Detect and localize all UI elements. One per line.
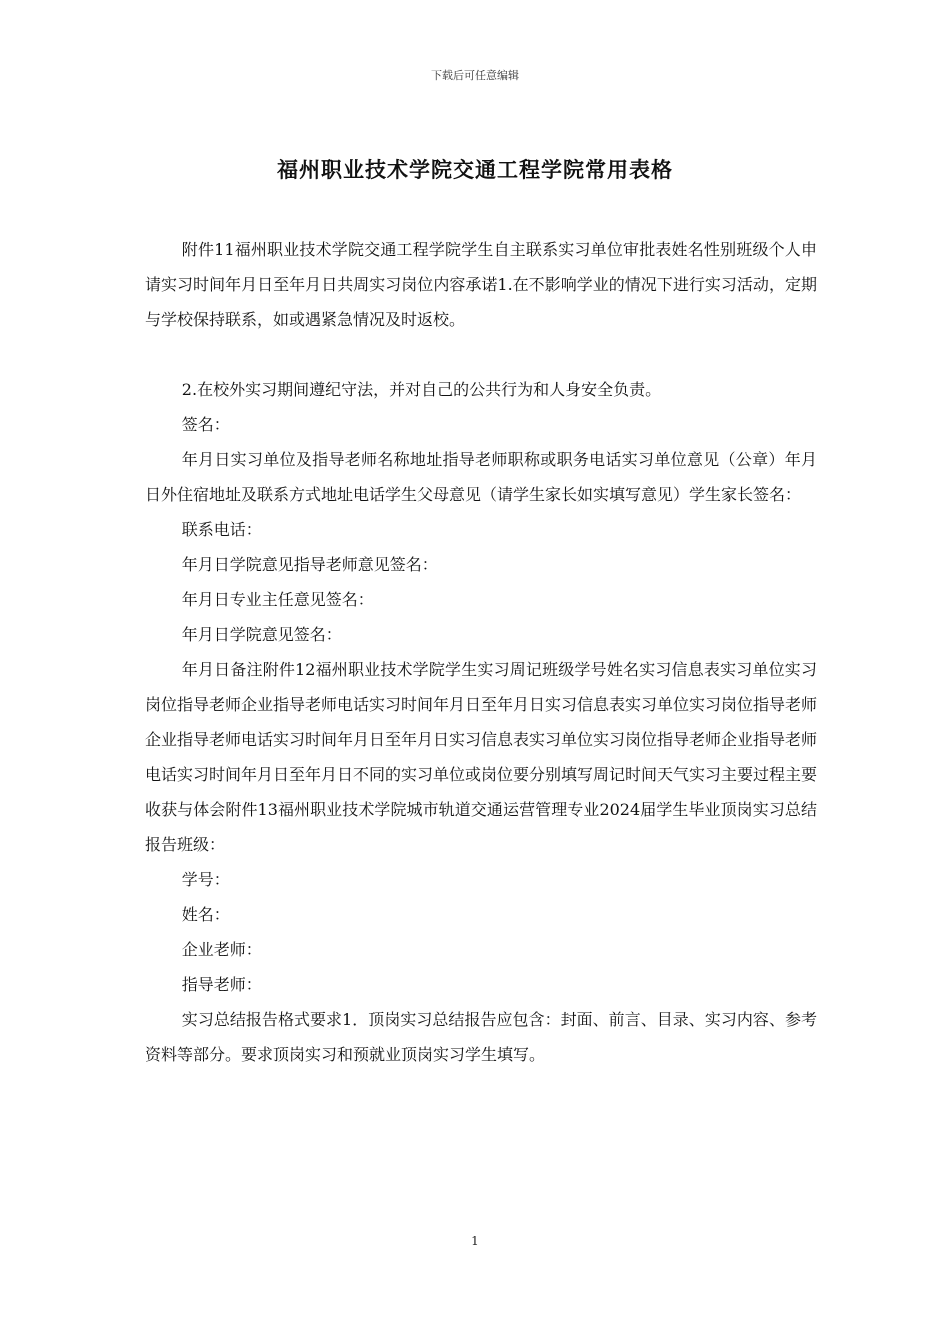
page-number: 1	[471, 1234, 479, 1248]
paragraph-college-signature: 年月日学院意见签名：	[181, 625, 342, 644]
paragraph-report-format: 实习总结报告格式要求1．顶岗实习总结报告应包含：封面、前言、目录、实习内容、参考资料等部分。要求顶岗实习和预就业顶岗实习学生填写。	[145, 1010, 817, 1064]
paragraph-contact-phone: 联系电话：	[181, 520, 262, 539]
paragraph-commitment-2: 2.在校外实习期间遵纪守法，并对自己的公共行为和人身安全负责。	[181, 380, 662, 399]
paragraph-student-id: 学号：	[181, 870, 230, 889]
paragraph-major-director-opinion: 年月日专业主任意见签名：	[181, 590, 374, 609]
header-note: 下载后可任意编辑	[431, 69, 519, 82]
document-body	[145, 232, 817, 1072]
paragraph-appendix-11: 附件11福州职业技术学院交通工程学院学生自主联系实习单位审批表姓名性别班级个人申请实习时间年月日至年月日共周实习岗位内容承诺1.在不影响学业的情况下进行实习活动，定期与学校保持联系，如或遇紧急情况及时返校。	[145, 240, 817, 329]
paragraph-college-opinion: 年月日学院意见指导老师意见签名：	[181, 555, 438, 574]
paragraph-advisor: 指导老师：	[181, 975, 262, 994]
paragraph-name: 姓名：	[181, 905, 230, 924]
paragraph-company-teacher: 企业老师：	[181, 940, 262, 959]
paragraph-signature: 签名：	[181, 415, 230, 434]
paragraph-appendix-12-13: 年月日备注附件12福州职业技术学院学生实习周记班级学号姓名实习信息表实习单位实习岗位指导老师企业指导老师电话实习时间年月日至年月日实习信息表实习单位实习岗位指导老师企业指导老师电话实习时间年月日至年月日实习信息表实习单位实习岗位指导老师企业指导老师电话实习时间年月日至年月日不同的实习单位或岗位要分别填写周记时间天气实习主要过程主要收获与体会附件13福州职业技术学院城市轨道交通运营管理专业2024届学生毕业顶岗实习总结报告班级：	[145, 660, 818, 854]
document-title: 福州职业技术学院交通工程学院常用表格	[277, 157, 673, 182]
paragraph-unit-and-parents: 年月日实习单位及指导老师名称地址指导老师职称或职务电话实习单位意见（公章）年月日外住宿地址及联系方式地址电话学生父母意见（请学生家长如实填写意见）学生家长签名：	[145, 450, 817, 504]
